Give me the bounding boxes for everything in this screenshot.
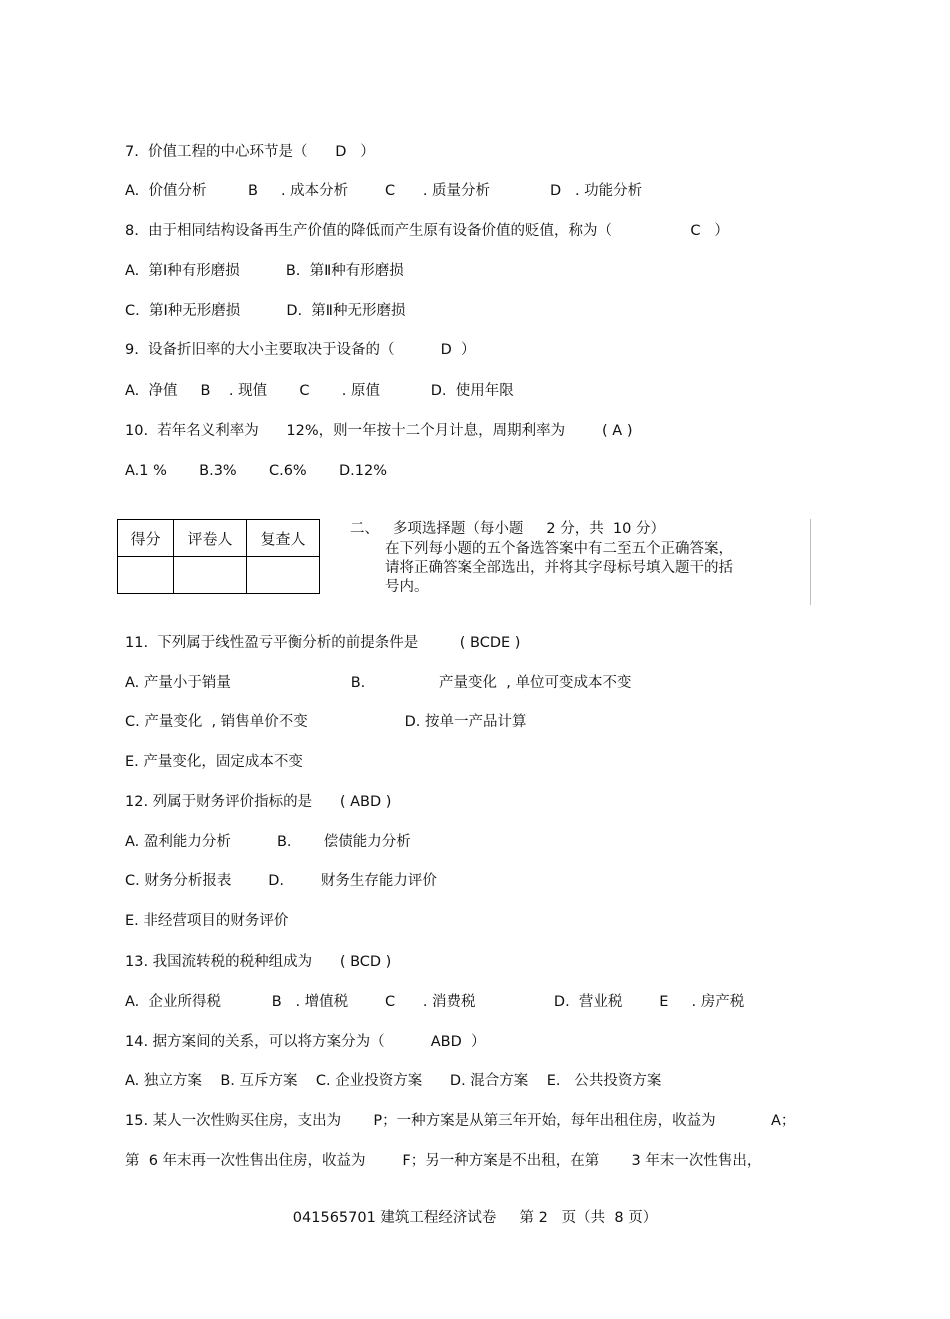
question-8-options-row-1: A. 第Ⅰ种有形磨损 B. 第Ⅱ种有形磨损 (125, 263, 404, 279)
question-8-stem: 8. 由于相同结构设备再生产价值的降低而产生原有设备价值的贬值，称为（ C ） (125, 223, 729, 239)
question-10-stem: 10. 若年名义利率为 12%，则一年按十二个月计息，周期利率为 ( A ) (125, 423, 633, 439)
question-11-options-row-1: A. 产量小于销量 B. 产量变化 , 单位可变成本不变 (125, 675, 632, 691)
grader-cell (174, 557, 247, 594)
question-11-options-row-2: C. 产量变化 , 销售单价不变 D. 按单一产品计算 (125, 714, 527, 730)
question-11-stem: 11. 下列属于线性盈亏平衡分析的前提条件是 ( BCDE ) (125, 635, 521, 651)
question-7-stem: 7. 价值工程的中心环节是（ D ） (125, 144, 375, 160)
score-table (117, 519, 320, 594)
question-9-stem: 9. 设备折旧率的大小主要取决于设备的（ D ） (125, 342, 476, 358)
question-9-options: A. 净值 B . 现值 C . 原值 D. 使用年限 (125, 383, 514, 399)
question-13-stem: 13. 我国流转税的税种组成为 ( BCD ) (125, 954, 392, 970)
question-11-options-row-3: E. 产量变化，固定成本不变 (125, 754, 303, 770)
section-2-title: 二、 多项选择题（每小题 2 分，共 10 分） (350, 521, 665, 537)
question-10-options: A.1 % B.3% C.6% D.12% (125, 463, 387, 479)
question-15-stem-line-2: 第 6 年末再一次性售出住房，收益为 F；另一种方案是不出租，在第 3 年末一次性售出， (125, 1153, 762, 1169)
question-12-options-row-3: E. 非经营项目的财务评价 (125, 913, 289, 929)
vertical-divider (810, 519, 811, 605)
question-15-stem-line-1: 15. 某人一次性购买住房，支出为 P；一种方案是从第三年开始，每年出租住房，收益为 A； (125, 1113, 796, 1129)
question-14-options: A. 独立方案 B. 互斥方案 C. 企业投资方案 D. 混合方案 E. 公共投资方案 (125, 1073, 662, 1089)
question-8-options-row-2: C. 第Ⅰ种无形磨损 D. 第Ⅱ种无形磨损 (125, 303, 406, 319)
score-cell (118, 557, 174, 594)
page-footer: 041565701 建筑工程经济试卷 第 2 页（共 8 页） (292, 1210, 658, 1226)
question-13-options: A. 企业所得税 B . 增值税 C . 消费税 D. 营业税 E . 房产税 (125, 994, 745, 1010)
question-12-stem: 12. 列属于财务评价指标的是 ( ABD ) (125, 794, 392, 810)
score-header: 得分 (118, 520, 174, 557)
question-7-options: A. 价值分析 B . 成本分析 C . 质量分析 D . 功能分析 (125, 183, 643, 199)
question-12-options-row-1: A. 盈利能力分析 B. 偿债能力分析 (125, 834, 411, 850)
reviewer-cell (247, 557, 320, 594)
grader-header: 评卷人 (174, 520, 247, 557)
question-12-options-row-2: C. 财务分析报表 D. 财务生存能力评价 (125, 873, 437, 889)
question-14-stem: 14. 据方案间的关系，可以将方案分为（ ABD ） (125, 1034, 486, 1050)
section-2-description: 在下列每小题的五个备选答案中有二至五个正确答案，请将正确答案全部选出，并将其字母标号填入题干的括号内。 (385, 541, 733, 595)
reviewer-header: 复查人 (247, 520, 320, 557)
